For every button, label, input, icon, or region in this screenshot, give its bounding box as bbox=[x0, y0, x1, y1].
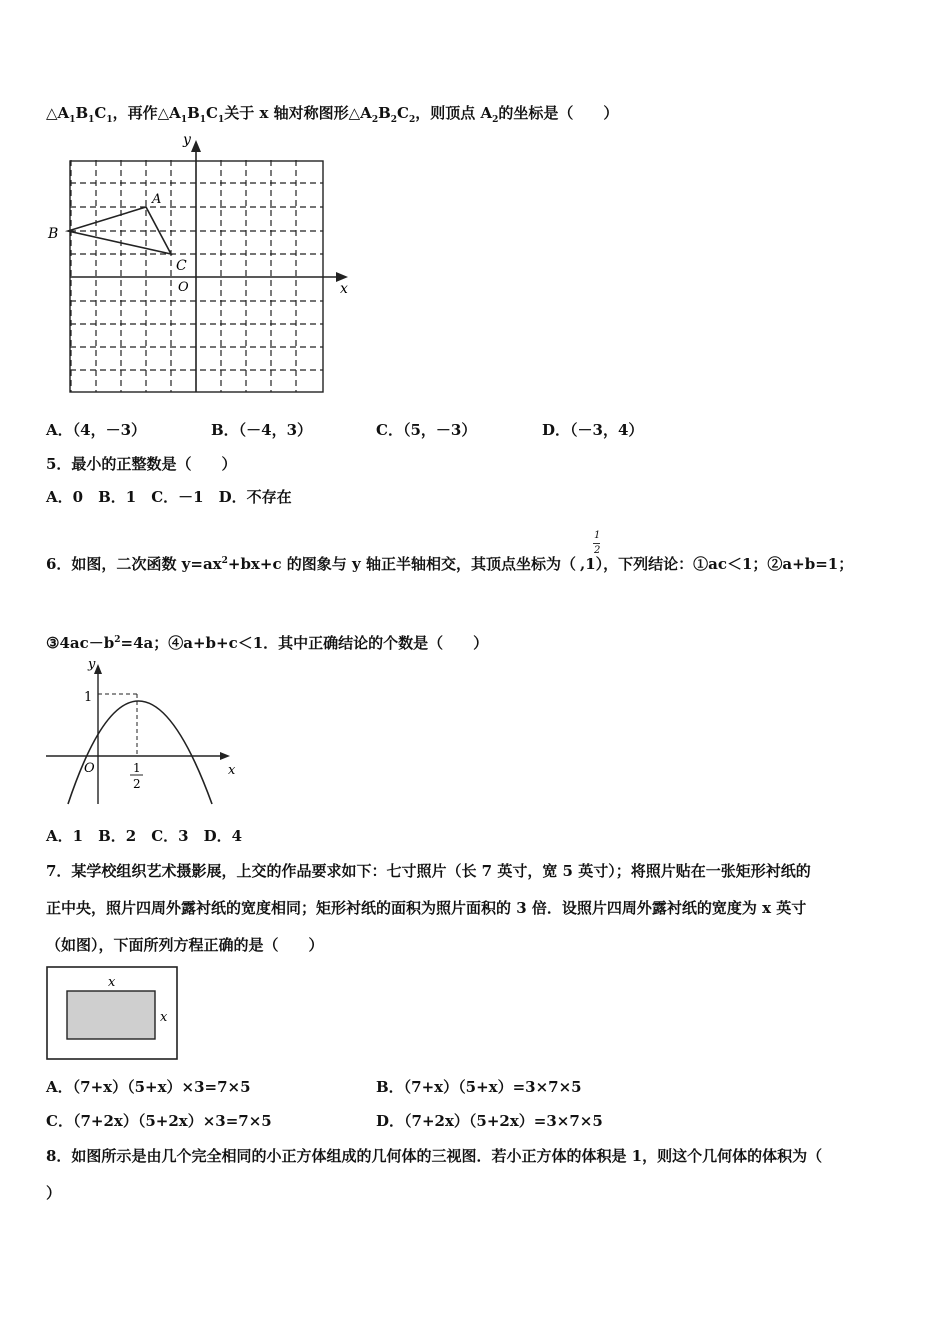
y-axis-label: y bbox=[183, 132, 191, 148]
half-den-label: 2 bbox=[133, 777, 141, 791]
side-width-label: x bbox=[160, 1010, 168, 1025]
q4-option-a: A．（4，－3） bbox=[46, 421, 147, 439]
q5-options: A．0 B．1 C．－1 D．不存在 bbox=[46, 488, 292, 506]
x-axis-label: x bbox=[228, 763, 236, 778]
photo-rect bbox=[67, 991, 155, 1039]
origin-label: O bbox=[84, 761, 95, 776]
q6-frac-den: 2 bbox=[594, 545, 601, 556]
q4-grid-figure bbox=[46, 130, 356, 400]
q7-option-d: D．（7+2x）（5+2x）=3×7×5 bbox=[376, 1112, 603, 1130]
q6-frac-bar bbox=[593, 543, 600, 544]
top-width-label: x bbox=[108, 975, 116, 990]
x-axis-label: x bbox=[340, 281, 348, 297]
q6-stem-line2: $③4ac-b^2=4a$；④a+b+c＜1．其中正确结论的个数是（ ） bbox=[46, 634, 489, 652]
q4-stem: $\triangle A_1B_1C_1$，再作$\triangle A_1B_1C_1$关于 x 轴对称图形$\triangle A_2B_2C_2$，则顶点 $A_2$的坐标是（ ） bbox=[46, 104, 619, 125]
q5-stem: 5．最小的正整数是（ ） bbox=[46, 455, 237, 473]
q4-option-b: B．（－4，3） bbox=[211, 421, 313, 439]
q8-stem-line2: ） bbox=[46, 1184, 62, 1202]
q7-stem-line1: 7．某学校组织艺术摄影展，上交的作品要求如下：七寸照片（长 7 英寸，宽 5 英寸）；将照片贴在一张矩形衬纸的 bbox=[46, 862, 811, 880]
point-c-label: C bbox=[176, 258, 187, 274]
q7-option-a: A．（7+x）（5+x）×3=7×5 bbox=[46, 1078, 251, 1096]
q6-parabola-figure bbox=[44, 656, 244, 806]
vertex-y-label: 1 bbox=[84, 690, 93, 705]
half-num-label: 1 bbox=[133, 761, 141, 775]
q6-frac-num: 1 bbox=[594, 530, 601, 541]
q7-stem-line2: 正中央，照片四周外露衬纸的宽度相同；矩形衬纸的面积为照片面积的 3 倍．设照片四周外露衬纸的宽度为 x 英寸 bbox=[46, 899, 807, 917]
q6-options: A．1 B．2 C．3 D．4 bbox=[46, 827, 243, 845]
q7-frame-figure bbox=[46, 966, 180, 1062]
q6-stem: 6．如图，二次函数 $y=ax^2+bx+c$ 的图象与 y 轴正半轴相交，其顶点坐标为（ ,1），下列结论：①ac＜1；②a+b=1； bbox=[46, 555, 854, 573]
point-a-label: A bbox=[152, 192, 162, 207]
q4-option-c: C．（5，－3） bbox=[376, 421, 477, 439]
q7-option-b: B．（7+x）（5+x）=3×7×5 bbox=[376, 1078, 582, 1096]
point-b-label: B bbox=[48, 226, 59, 242]
q7-option-c: C．（7+2x）（5+2x）×3=7×5 bbox=[46, 1112, 272, 1130]
q4-option-d: D．（－3，4） bbox=[542, 421, 644, 439]
y-axis-label: y bbox=[88, 657, 96, 672]
q7-stem-line3: （如图），下面所列方程正确的是（ ） bbox=[46, 936, 324, 954]
q8-stem-line1: 8．如图所示是由几个完全相同的小正方体组成的几何体的三视图．若小正方体的体积是 1，则这个几何体的体积为（ bbox=[46, 1147, 823, 1165]
origin-label: O bbox=[178, 280, 189, 295]
